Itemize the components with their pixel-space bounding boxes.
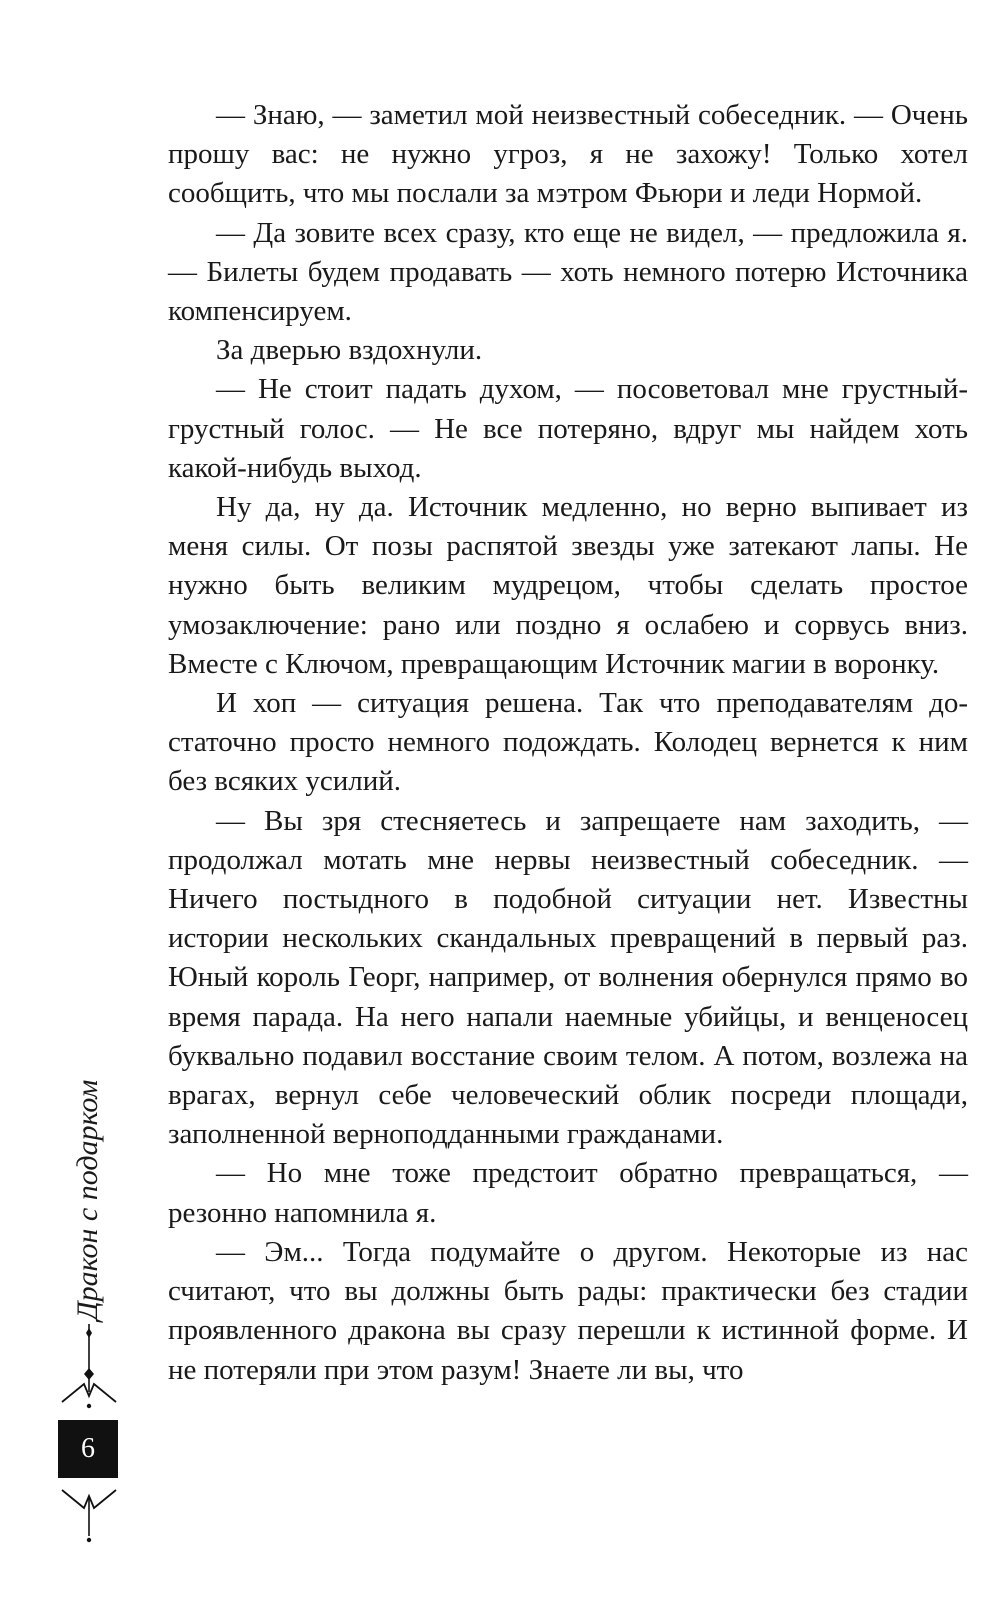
paragraph: — Эм... Тогда подумайте о другом. Некоторые из нас считают, что вы должны быть рады: практически без стадии проявленного дракона вы сразу перешли к истинной форме. И не потеряли при этом разум! Знаете ли вы, что <box>168 1235 968 1386</box>
paragraph: — Но мне тоже предстоит обратно превращаться, — резонно напомнила я. <box>168 1157 968 1229</box>
paragraph: За дверью вздохнули. <box>216 334 483 367</box>
page-number: 6 <box>81 1433 95 1464</box>
paragraph: Ну да, ну да. Источник медленно, но верно выпивает из меня силы. От позы распятой звезды уже затекают лапы. Не нужно быть великим мудрецом, чтобы сделать простое умозаключение: рано или поздно я ослабею и сорвусь вниз. Вместе с Ключом, превращающим Источник магии в воронку. <box>168 491 968 680</box>
page-body-text <box>168 96 968 1390</box>
top-ornament-icon <box>58 1322 120 1412</box>
paragraph: — Вы зря стесняетесь и запрещаете нам заходить, — продолжал мотать мне нервы неизвестный собеседник. — Ничего постыдного в подобной ситуации нет. Известны истории нескольких скандальных превращений в первый раз. Юный король Георг, например, от волнения обернулся прямо во время парада. На него напали наемные убийцы, и венценосец буквально подавил восстание своим телом. А потом, возлежа на врагах, вернул себе человеческий облик посреди площади, заполненной верноподданными гражданами. <box>168 804 968 1151</box>
bottom-ornament-icon <box>58 1484 120 1544</box>
paragraph: И хоп — ситуация решена. Так что преподавателям достаточно просто немного подождать. Колодец вернется к ним без всяких усилий. <box>168 687 968 798</box>
paragraph: — Да зовите всех сразу, кто еще не видел, — предложила я. — Билеты будем продавать — хоть немного потерю Источника компенсируем. <box>168 216 968 328</box>
paragraph: — Не стоит падать духом, — посоветовал мне грустный-грустный голос. — Не все потеряно, вдруг мы найдем хоть какой-нибудь выход. <box>168 373 968 484</box>
paragraph: — Знаю, — заметил мой неизвестный собеседник. — Очень прошу вас: не нужно угроз, я не захожу! Только хотел сообщить, что мы послали за мэтром Фьюри и леди Нормой. <box>168 99 968 210</box>
running-title-text: Дракон с подарком <box>71 1079 104 1321</box>
page-number-badge <box>58 1420 118 1478</box>
